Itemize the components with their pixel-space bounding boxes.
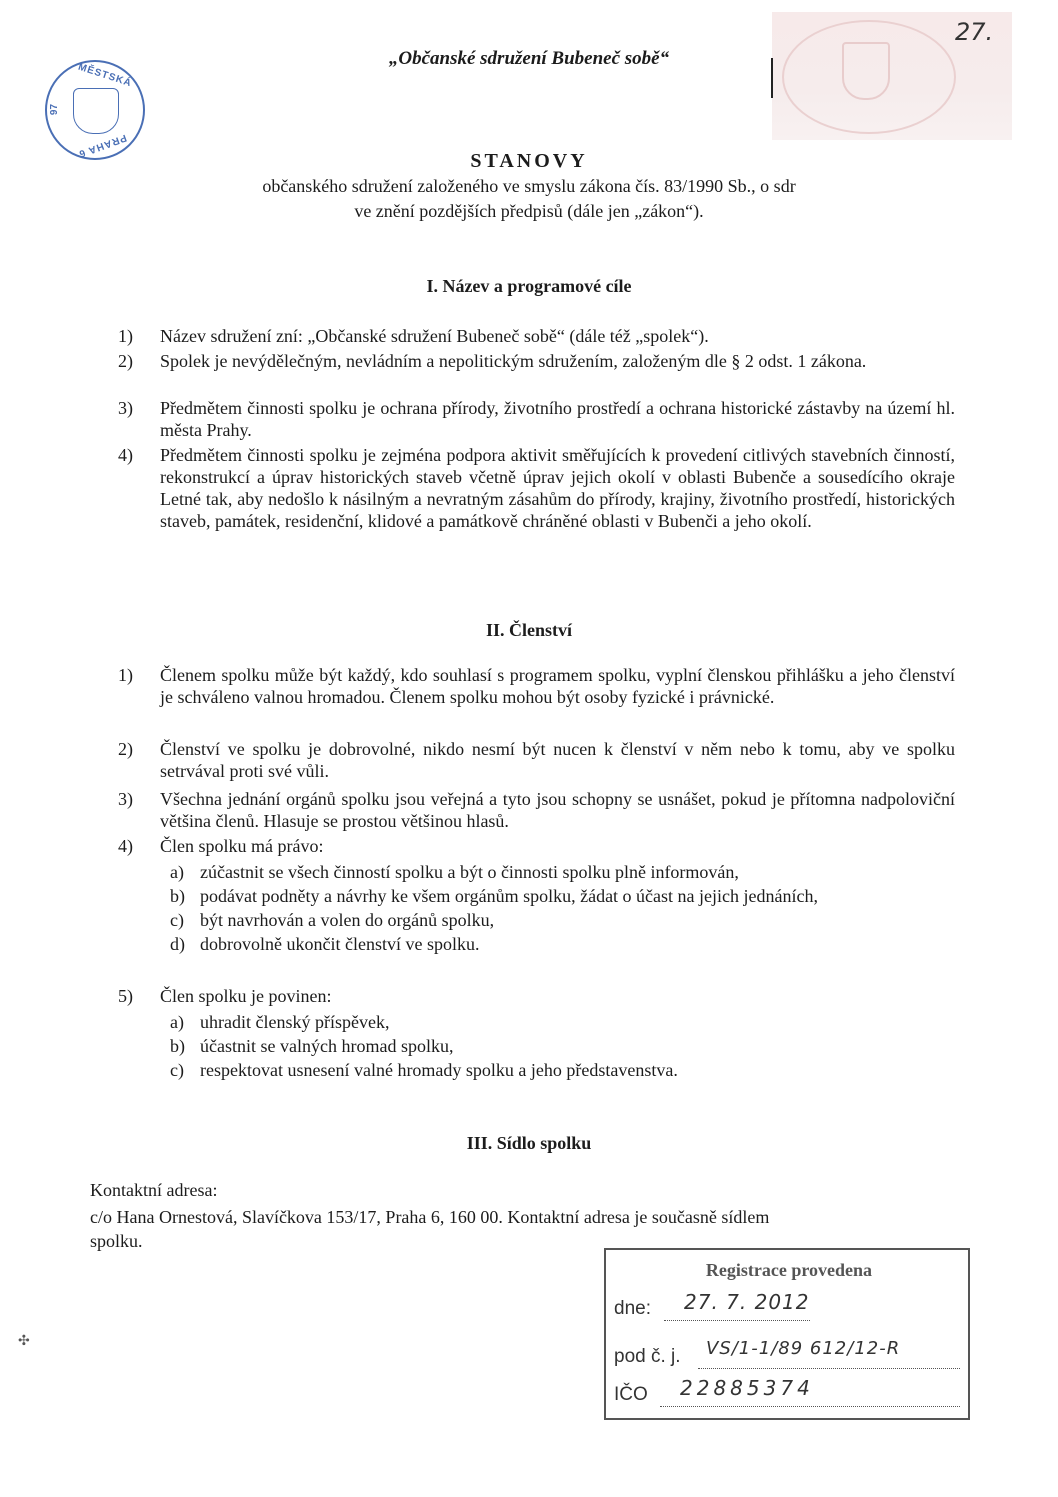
contact-address: c/o Hana Ornestová, Slavíčkova 153/17, Praha 6, 160 00. Kontaktní adresa je současně sídlem <box>90 1207 770 1227</box>
scan-speck: ✣ <box>18 1334 30 1349</box>
date-dotted-line <box>664 1320 810 1321</box>
rights-item-a: a) zúčastnit se všech činností spolku a být o činnosti spolku plně informován, <box>170 862 739 882</box>
round-district-stamp <box>45 60 145 160</box>
registration-ref-label: pod č. j. <box>614 1346 681 1367</box>
section-2-item-4: 4) Člen spolku má právo: <box>118 836 324 856</box>
rights-item-b: b) podávat podněty a návrhy ke všem orgánům spolku, žádat o účast na jejich jednáních, <box>170 886 818 906</box>
registration-ico-label: IČO <box>614 1384 648 1405</box>
stamp-top-text: MĚSTSKÁ <box>76 61 134 90</box>
contact-label: Kontaktní adresa: <box>90 1180 218 1200</box>
duties-item-b: b) účastnit se valných hromad spolku, <box>170 1036 454 1056</box>
stamp-bottom-text: PRAHA 6 <box>76 131 128 160</box>
section-1-item-2: 2) Spolek je nevýdělečným, nevládním a nepolitickým sdružením, založeným dle § 2 odst. 1 zákona. <box>118 351 867 371</box>
duties-item-a: a) uhradit členský příspěvek, <box>170 1012 390 1032</box>
section-2-item-1: 1) Členem spolku může být každý, kdo souhlasí s programem spolku, vyplní členskou přihlášku a jeho členství je schváleno valnou hromadou. Členem spolku mohou být osoby fyzické i právnické. <box>118 665 955 707</box>
section-1-item-1: 1) Název sdružení zní: „Občanské sdružení Bubeneč sobě“ (dále též „spolek“). <box>118 326 709 346</box>
section-2-item-5: 5) Člen spolku je povinen: <box>118 986 332 1006</box>
document-title: STANOVY <box>470 150 588 172</box>
section-2-item-2: 2) Členství ve spolku je dobrovolné, nikdo nesmí být nucen k členství v něm nebo k tomu, aby ve spolku setrvával proti své vůli. <box>118 739 955 781</box>
registration-stamp <box>604 1248 970 1420</box>
section-2-item-3: 3) Všechna jednání orgánů spolku jsou veřejná a tyto jsou schopny se usnášet, pokud je přítomna nadpoloviční většina členů. Hlasuje se prostou většinou hlasů. <box>118 789 955 831</box>
duties-item-c: c) respektovat usnesení valné hromady spolku a jeho představenstva. <box>170 1060 678 1080</box>
coat-of-arms-icon <box>73 88 119 134</box>
page-number: 27. <box>955 18 994 46</box>
subtitle-line-2: ve znění pozdějších předpisů (dále jen „zákon“). <box>354 201 704 221</box>
contact-address-end: spolku. <box>90 1231 143 1251</box>
registration-ico-value: 22885374 <box>680 1376 814 1400</box>
stamp-side-number: 97 <box>49 103 61 116</box>
ref-dotted-line <box>698 1368 960 1369</box>
section-1-heading: I. Název a programové cíle <box>426 276 632 296</box>
rights-item-c: c) být navrhován a volen do orgánů spolku, <box>170 910 495 930</box>
ico-dotted-line <box>660 1406 960 1407</box>
section-2-heading: II. Členství <box>485 620 572 640</box>
association-name-header: „Občanské sdružení Bubeneč sobě“ <box>388 48 670 69</box>
section-1-item-3: 3) Předmětem činnosti spolku je ochrana přírody, životního prostředí a ochrana historické zástavby na území hl. města Prahy. <box>118 398 955 440</box>
subtitle-line-1: občanského sdružení založeného ve smyslu zákona čís. 83/1990 Sb., o sdr <box>262 176 796 196</box>
registration-title: Registrace provedena <box>705 1260 873 1280</box>
section-1-item-4: 4) Předmětem činnosti spolku je zejména podpora aktivit směřujících k provedení citlivých stavebních činností, rekonstrukcí a úprav historických staveb včetně úprav jejich okolí v oblasti Bubenče a sousedícího okraje Letné tak, aby nedošlo k násilným a nevratným zásahům do přírody, krajiny, životního prostředí, historických staveb, památek, residenční, klidové a památkově chráněné oblasti v Bubenči a jeho okolí. <box>118 445 955 531</box>
registration-date-label: dne: <box>614 1298 651 1319</box>
section-3-heading: III. Sídlo spolku <box>466 1133 592 1153</box>
registration-date-value: 27. 7. 2012 <box>684 1290 810 1314</box>
registration-ref-value: VS/1-1/89 612/12-R <box>706 1338 901 1359</box>
rights-item-d: d) dobrovolně ukončit členství ve spolku. <box>170 934 480 954</box>
